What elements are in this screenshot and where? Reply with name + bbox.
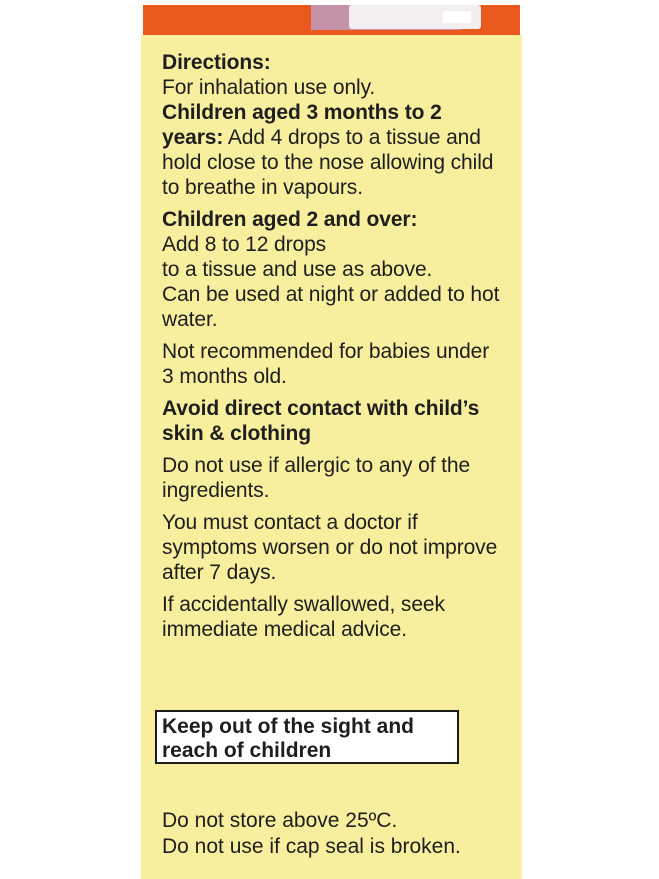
infant-text: Add 4 drops to a tissue and hold close to the nose allowing child to breathe in vapours.	[162, 126, 494, 199]
child-night-use: Can be used at night or added to hot water.	[162, 283, 500, 331]
infant-directions	[162, 100, 502, 200]
swallowed-warning: If accidentally swallowed, seek immediate medical advice.	[162, 593, 445, 641]
directions-heading: Directions:	[162, 51, 271, 74]
cap-seal-warning: Do not use if cap seal is broken.	[162, 835, 461, 858]
storage-temperature: Do not store above 25ºC.	[162, 809, 398, 832]
child-heading: Children aged 2 and over:	[162, 208, 418, 231]
allergy-warning: Do not use if allergic to any of the ingredients.	[162, 454, 471, 502]
directions-section	[162, 50, 502, 642]
infant-heading: Children aged 3 months to 2 years:	[162, 101, 442, 149]
not-recommended-note: Not recommended for babies under 3 months old.	[162, 340, 490, 388]
doctor-warning: You must contact a doctor if symptoms worsen or do not improve after 7 days.	[162, 511, 498, 584]
keep-out-of-reach-box	[155, 710, 459, 764]
avoid-contact-warning: Avoid direct contact with child’s skin & clothing	[162, 397, 480, 445]
storage-section	[162, 808, 502, 860]
package-top-stripe	[443, 11, 471, 23]
child-dose: Add 8 to 12 drops	[162, 233, 327, 256]
inhalation-note: For inhalation use only.	[162, 76, 376, 99]
keep-out-of-reach-text: Keep out of the sight and reach of children	[162, 715, 414, 762]
child-usage: to a tissue and use as above.	[162, 258, 433, 281]
package-top-strip	[143, 5, 520, 35]
